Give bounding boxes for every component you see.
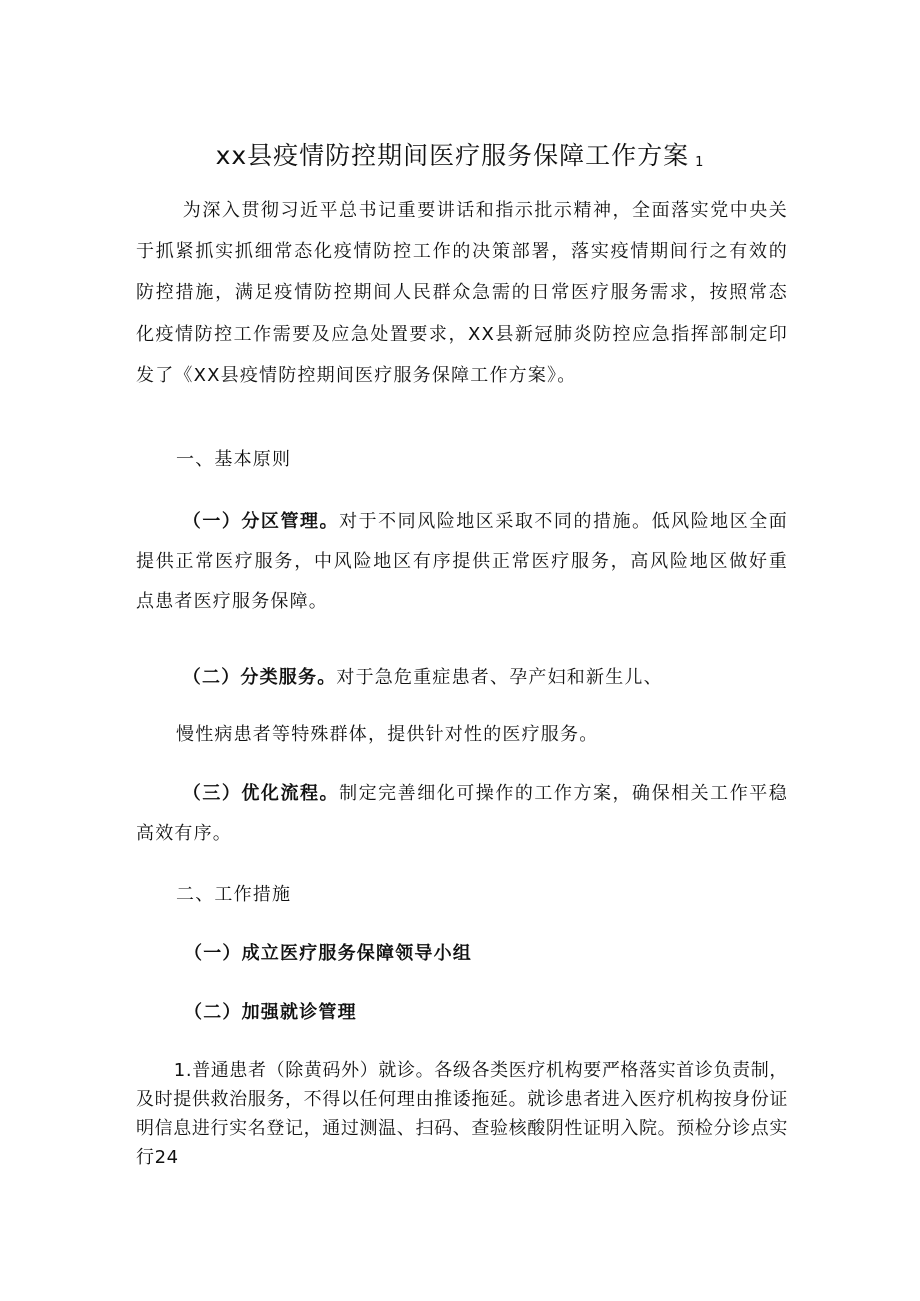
intro-paragraph: 为深入贯彻习近平总书记重要讲话和指示批示精神，全面落实党中央关于抓紧抓实抓细常态化疫情防控工作的决策部署，落实疫情期间行之有效的防控措施，满足疫情防控期间人民群众急需的日常医疗服务需求，按照常态化疫情防控工作需要及应急处置要求，XX县新冠肺炎防控应急指挥部制定印发了《XX县疫情防控期间医疗服务保障工作方案》。	[136, 200, 788, 386]
principle-paragraph-2	[136, 658, 788, 698]
principle-3-text: 制定完善细化可操作的工作方案，确保相关工作平稳高效有序。	[136, 783, 788, 844]
document-title	[0, 138, 920, 181]
measure-subheading-1: （一）成立医疗服务保障领导小组	[184, 943, 472, 964]
principle-2-text: 对于急危重症患者、孕产妇和新生儿、	[336, 667, 663, 688]
principle-paragraph-1	[136, 502, 788, 622]
principle-paragraph-3	[136, 774, 788, 854]
title-text: xx县疫情防控期间医疗服务保障工作方案	[215, 141, 690, 170]
principle-2-lead: （二）分类服务。	[182, 667, 337, 688]
principle-1-text: 对于不同风险地区采取不同的措施。低风险地区全面提供正常医疗服务，中风险地区有序提供正常医疗服务，高风险地区做好重点患者医疗服务保障。	[136, 511, 788, 612]
measure-subheading-2: （二）加强就诊管理	[184, 1002, 357, 1023]
principle-3-lead: （三）优化流程。	[182, 783, 340, 804]
title-superscript: 1	[695, 155, 705, 170]
principle-2-continuation: 慢性病患者等特殊群体，提供针对性的医疗服务。	[176, 724, 599, 745]
measure-item-1: 1.普通患者（除黄码外）就诊。各级各类医疗机构要严格落实首诊负责制，及时提供救治服务，不得以任何理由推诿拖延。就诊患者进入医疗机构按身份证明信息进行实名登记，通过测温、扫码、查验核酸阴性证明入院。预检分诊点实行24	[136, 1060, 788, 1168]
principle-1-lead: （一）分区管理。	[182, 511, 340, 532]
section-heading-principles: 一、基本原则	[176, 449, 292, 470]
section-heading-measures: 二、工作措施	[176, 884, 292, 905]
